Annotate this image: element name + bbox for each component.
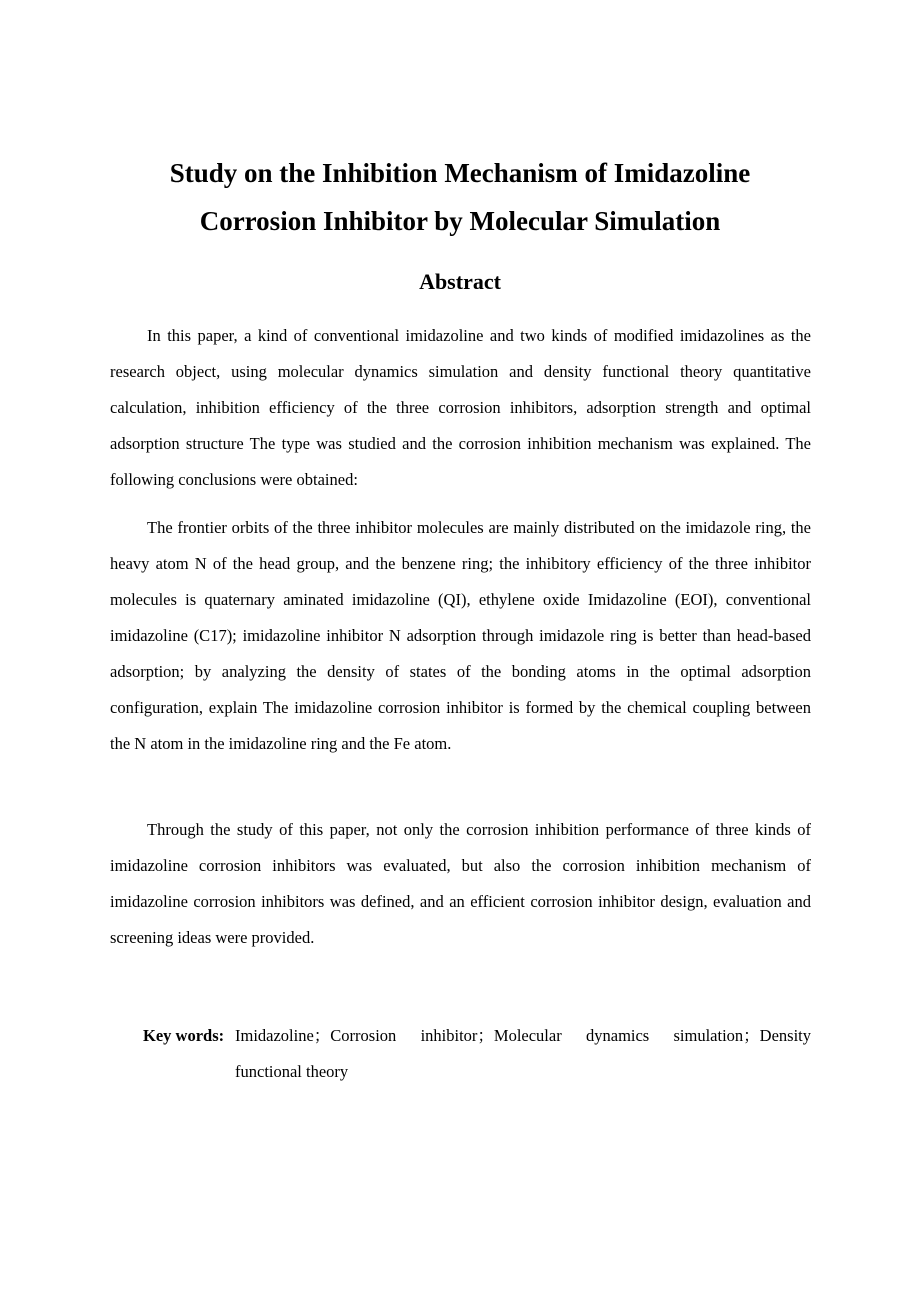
keywords-label: Key words:: [143, 1026, 225, 1045]
abstract-paragraph-3: Through the study of this paper, not only the corrosion inhibition performance of three kinds of imidazoline corrosion inhibitors was evaluated, but also the corrosion inhibition mechanism of imidazoline corrosion inhibitors was defined, and an efficient corrosion inhibitor design, evaluation and screening ideas were provided.: [110, 820, 811, 947]
abstract-paragraph-1: In this paper, a kind of conventional imidazoline and two kinds of modified imidazolines as the research object, using molecular dynamics simulation and density functional theory quantitative calculation, inhibition efficiency of the three corrosion inhibitors, adsorption strength and optimal adsorption structure The type was studied and the corrosion inhibition mechanism was explained. The following conclusions were obtained:: [110, 326, 811, 489]
paper-title-line-1: Study on the Inhibition Mechanism of Imidazoline: [169, 158, 751, 188]
abstract-heading: Abstract: [419, 269, 501, 294]
abstract-paragraph-2: The frontier orbits of the three inhibitor molecules are mainly distributed on the imidazole ring, the heavy atom N of the head group, and the benzene ring; the inhibitory efficiency of the three inhibitor molecules is quaternary aminated imidazoline (QI), ethylene oxide Imidazoline (EOI), conventional imidazoline (C17); imidazoline inhibitor N adsorption through imidazole ring is better than head-based adsorption; by analyzing the density of states of the bonding atoms in the optimal adsorption configuration, explain The imidazoline corrosion inhibitor is formed by the chemical coupling between the N atom in the imidazoline ring and the Fe atom.: [110, 518, 811, 753]
paper-title-line-2: Corrosion Inhibitor by Molecular Simulation: [199, 206, 721, 236]
keywords-list: Imidazoline；Corrosion inhibitor；Molecular dynamics simulation；Density functional theory: [235, 1026, 811, 1081]
